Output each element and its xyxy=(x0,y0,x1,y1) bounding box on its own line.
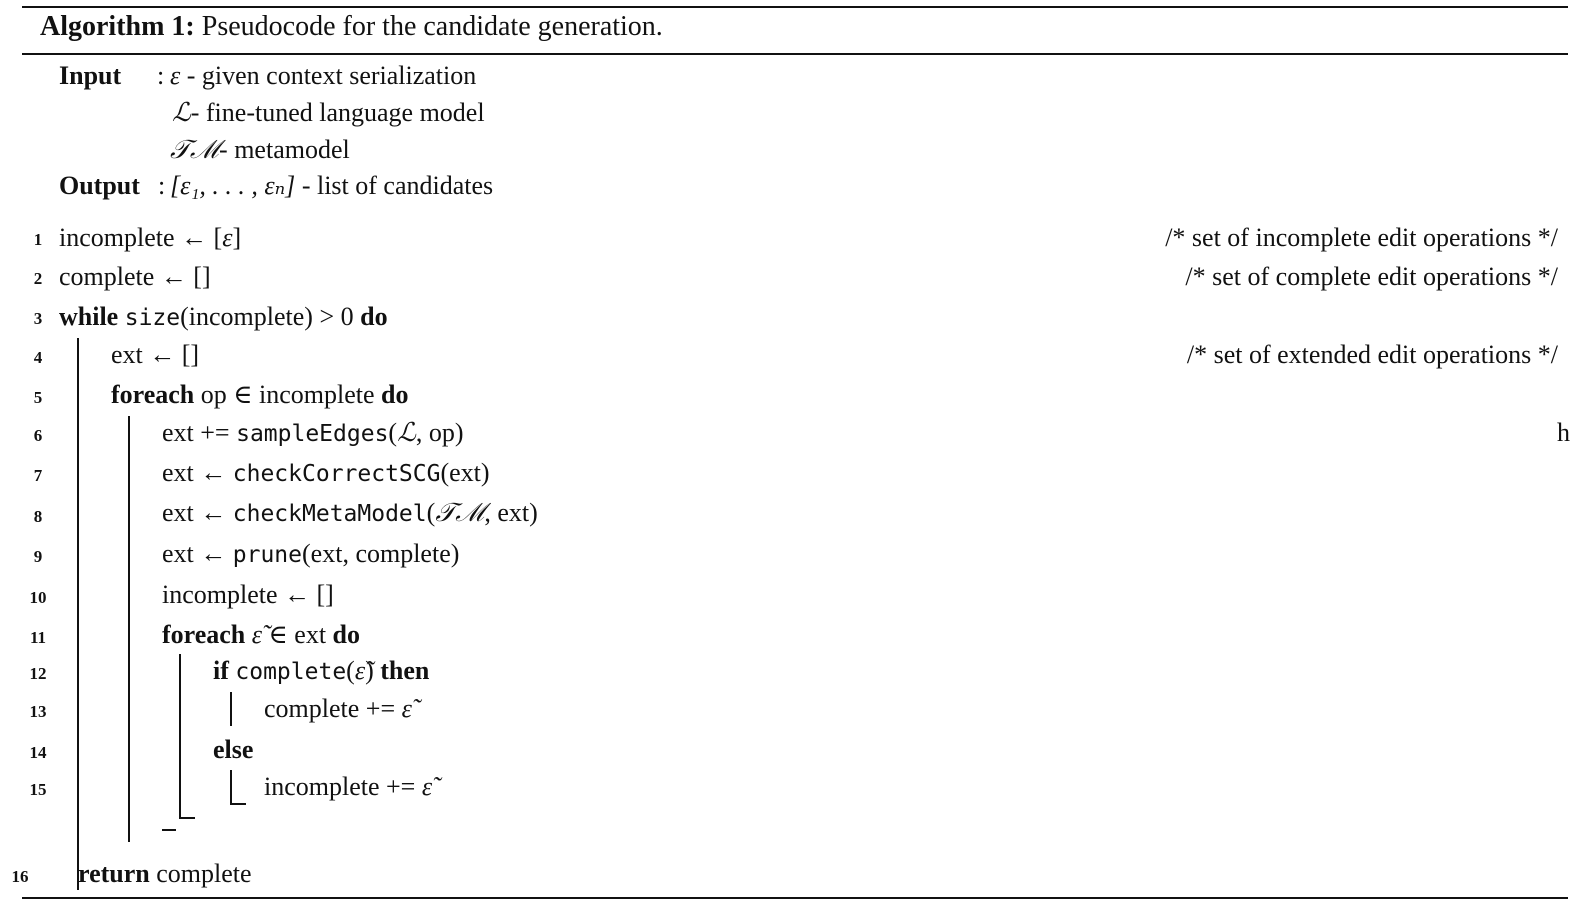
input-item-context: ε - given context serialization xyxy=(170,61,477,90)
line-number: 14 xyxy=(29,743,47,762)
foreach-ext-block-bar xyxy=(179,654,181,818)
input-label: Input xyxy=(59,61,122,90)
input-colon: : xyxy=(157,61,165,90)
code-line-10: incomplete ← [] xyxy=(162,580,334,609)
line-number: 5 xyxy=(33,388,43,407)
code-line-14: else xyxy=(213,735,254,764)
line-number: 12 xyxy=(29,664,47,683)
code-line-6: ext += sampleEdges(ℒ, op) xyxy=(162,418,464,447)
line-number: 4 xyxy=(33,348,43,367)
else-block-foot xyxy=(230,803,246,805)
line-number: 16 xyxy=(11,867,29,886)
code-line-12: if complete(ε̃) then xyxy=(213,656,430,685)
title-rule xyxy=(22,53,1568,55)
code-line-15: incomplete += ε̃ xyxy=(264,772,433,801)
code-line-3: while size(incomplete) > 0 do xyxy=(59,302,388,331)
line-number: 1 xyxy=(33,230,43,249)
output-colon: : xyxy=(158,171,166,200)
code-line-5: foreach op ∈ incomplete do xyxy=(111,380,409,409)
input-item-metamodel: 𝒯ℳ- metamodel xyxy=(170,135,350,164)
line-number: 13 xyxy=(29,702,47,721)
comment-extended: /* set of extended edit operations */ xyxy=(1186,340,1558,369)
algorithm-title xyxy=(40,13,663,41)
code-line-16: return complete xyxy=(78,859,252,888)
line-number: 11 xyxy=(29,628,47,647)
code-line-11: foreach ε̃ ∈ ext do xyxy=(162,620,361,649)
line-number: 10 xyxy=(29,588,47,607)
code-line-7: ext ← checkCorrectSCG(ext) xyxy=(162,458,490,487)
line-number: 3 xyxy=(33,309,43,328)
code-line-4: ext ← [] xyxy=(111,340,200,369)
comment-incomplete: /* set of incomplete edit operations */ xyxy=(1165,223,1558,252)
code-line-8: ext ← checkMetaModel(𝒯ℳ, ext) xyxy=(162,498,538,527)
foreach-op-block-bar xyxy=(128,416,130,842)
line-number: 6 xyxy=(33,426,43,445)
algorithm-label: Algorithm 1: xyxy=(40,11,195,42)
code-line-1: incomplete ← [ε] xyxy=(59,223,242,252)
foreach-ext-block-foot xyxy=(179,817,195,819)
top-rule xyxy=(22,6,1568,8)
output-item: [ε₁, . . . , εₙ] - list of candidates xyxy=(170,171,494,200)
comment-complete: /* set of complete edit operations */ xyxy=(1185,262,1558,291)
cut-off-text: h xyxy=(1557,418,1570,447)
input-item-language-model: ℒ- fine-tuned language model xyxy=(172,98,485,127)
foreach-op-block-foot xyxy=(162,829,176,831)
code-line-13: complete += ε̃ xyxy=(264,694,412,723)
code-line-9: ext ← prune(ext, complete) xyxy=(162,539,460,568)
line-number: 15 xyxy=(29,780,47,799)
output-label: Output xyxy=(59,171,140,200)
algorithm-caption: Pseudocode for the candidate generation. xyxy=(201,11,663,42)
line-number: 7 xyxy=(33,466,43,485)
code-line-2: complete ← [] xyxy=(59,262,211,291)
bottom-rule xyxy=(22,897,1568,899)
then-block-bar xyxy=(230,692,232,726)
while-block-bar xyxy=(77,338,79,890)
else-block-bar xyxy=(230,770,232,804)
line-number: 2 xyxy=(33,269,43,288)
line-number: 9 xyxy=(33,547,43,566)
line-number: 8 xyxy=(33,507,43,526)
